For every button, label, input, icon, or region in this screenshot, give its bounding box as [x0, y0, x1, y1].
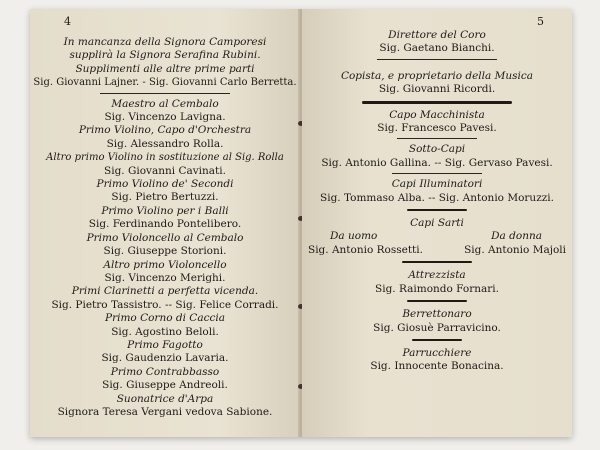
role-title: Capi Illuminatori — [391, 178, 483, 191]
role-title: Primo Violoncello al Cembalo — [86, 231, 244, 244]
role-title: Attrezzista — [408, 269, 466, 282]
person-name: Sig. Pietro Bertuzzi. — [111, 191, 219, 204]
person-name: Sig. Pietro Tassistro. -- Sig. Felice Corradi. — [51, 298, 279, 311]
left-page-text — [30, 36, 300, 419]
person-name: Sig. Innocente Bonacina. — [370, 360, 504, 373]
right-page-text — [302, 29, 572, 374]
role-title: Altro primo Violoncello — [103, 258, 227, 271]
person-name: Sig. Gaetano Bianchi. — [379, 42, 495, 55]
role-title: Da uomo — [330, 230, 378, 243]
role-title: Copista, e proprietario della Musica — [340, 69, 534, 82]
open-booklet — [30, 9, 572, 437]
text-line: Supplimenti alle altre prime parti — [75, 62, 255, 75]
role-title: Primo Contrabbasso — [110, 365, 220, 378]
role-title: Primo Violino, Capo d'Orchestra — [78, 124, 252, 137]
role-title: Maestro al Cembalo — [111, 97, 219, 110]
person-name: Signora Teresa Vergani vedova Sabione. — [57, 405, 273, 418]
role-title: Sotto-Capi — [408, 143, 466, 156]
person-name: Sig. Giosuè Parravicino. — [373, 321, 501, 334]
person-name: Sig. Giuseppe Andreoli. — [102, 379, 228, 392]
role-title: Da donna — [491, 230, 542, 243]
person-name: Sig. Ferdinando Pontelibero. — [88, 218, 242, 231]
ornament-divider — [302, 257, 572, 269]
person-name: Sig. Tommaso Alba. -- Sig. Antonio Moruzzi. — [320, 191, 554, 204]
text-line: In mancanza della Signora Camporesi — [63, 36, 267, 48]
ornament-divider — [302, 335, 572, 347]
role-title: Altro primo Violino in sostituzione al Sig. Rolla — [46, 152, 284, 164]
person-name: Sig. Vincenzo Merighi. — [104, 271, 226, 284]
person-name: Sig. Francesco Pavesi. — [377, 122, 497, 135]
left-page — [30, 9, 300, 437]
person-name: Sig. Antonio Rossetti. — [308, 243, 423, 256]
role-title: Primo Fagotto — [127, 338, 203, 351]
person-name: Sig. Vincenzo Lavigna. — [104, 111, 226, 124]
ornament-divider — [302, 97, 572, 109]
page-number-left: 4 — [64, 15, 71, 28]
text-line: supplirà la Signora Serafina Rubini. — [69, 49, 261, 62]
role-title: Berrettonaro — [402, 308, 472, 321]
person-name: Sig. Antonio Majoli — [464, 243, 566, 256]
person-name: Sig. Antonio Gallina. -- Sig. Gervaso Pavesi. — [321, 156, 553, 169]
divider-rule — [302, 135, 572, 143]
person-name: Sig. Gaudenzio Lavaria. — [101, 352, 229, 365]
divider-rule — [302, 170, 572, 178]
role-title: Capi Sarti — [410, 217, 464, 230]
role-title: Primi Clarinetti a perfetta vicenda. — [71, 285, 259, 298]
role-title: Primo Violino de' Secondi — [96, 178, 234, 191]
divider-rule — [30, 90, 300, 98]
person-name: Sig. Raimondo Fornari. — [375, 282, 499, 295]
ornament-divider — [302, 205, 572, 217]
ornament-divider — [302, 296, 572, 308]
role-title: Suonatrice d'Arpa — [116, 392, 214, 405]
role-title: Primo Violino per i Balli — [101, 204, 229, 217]
right-page — [302, 9, 572, 437]
text-line: Sig. Giovanni Lajner. - Sig. Giovanni Carlo Berretta. — [33, 77, 297, 89]
page-number-right: 5 — [537, 15, 544, 28]
role-title: Parrucchiere — [402, 346, 472, 359]
role-title: Primo Corno di Caccia — [105, 312, 225, 325]
person-name: Sig. Giuseppe Storioni. — [103, 245, 227, 258]
tailors-subheads — [302, 230, 572, 243]
person-name: Sig. Giovanni Cavinati. — [104, 164, 226, 177]
role-title: Direttore del Coro — [388, 29, 486, 41]
person-name: Sig. Giovanni Ricordi. — [378, 83, 496, 96]
person-name: Sig. Agostino Beloli. — [111, 325, 219, 338]
person-name: Sig. Alessandro Rolla. — [106, 137, 224, 150]
tailors-names — [302, 244, 572, 257]
divider-rule — [302, 56, 572, 64]
role-title: Capo Macchinista — [389, 108, 485, 121]
